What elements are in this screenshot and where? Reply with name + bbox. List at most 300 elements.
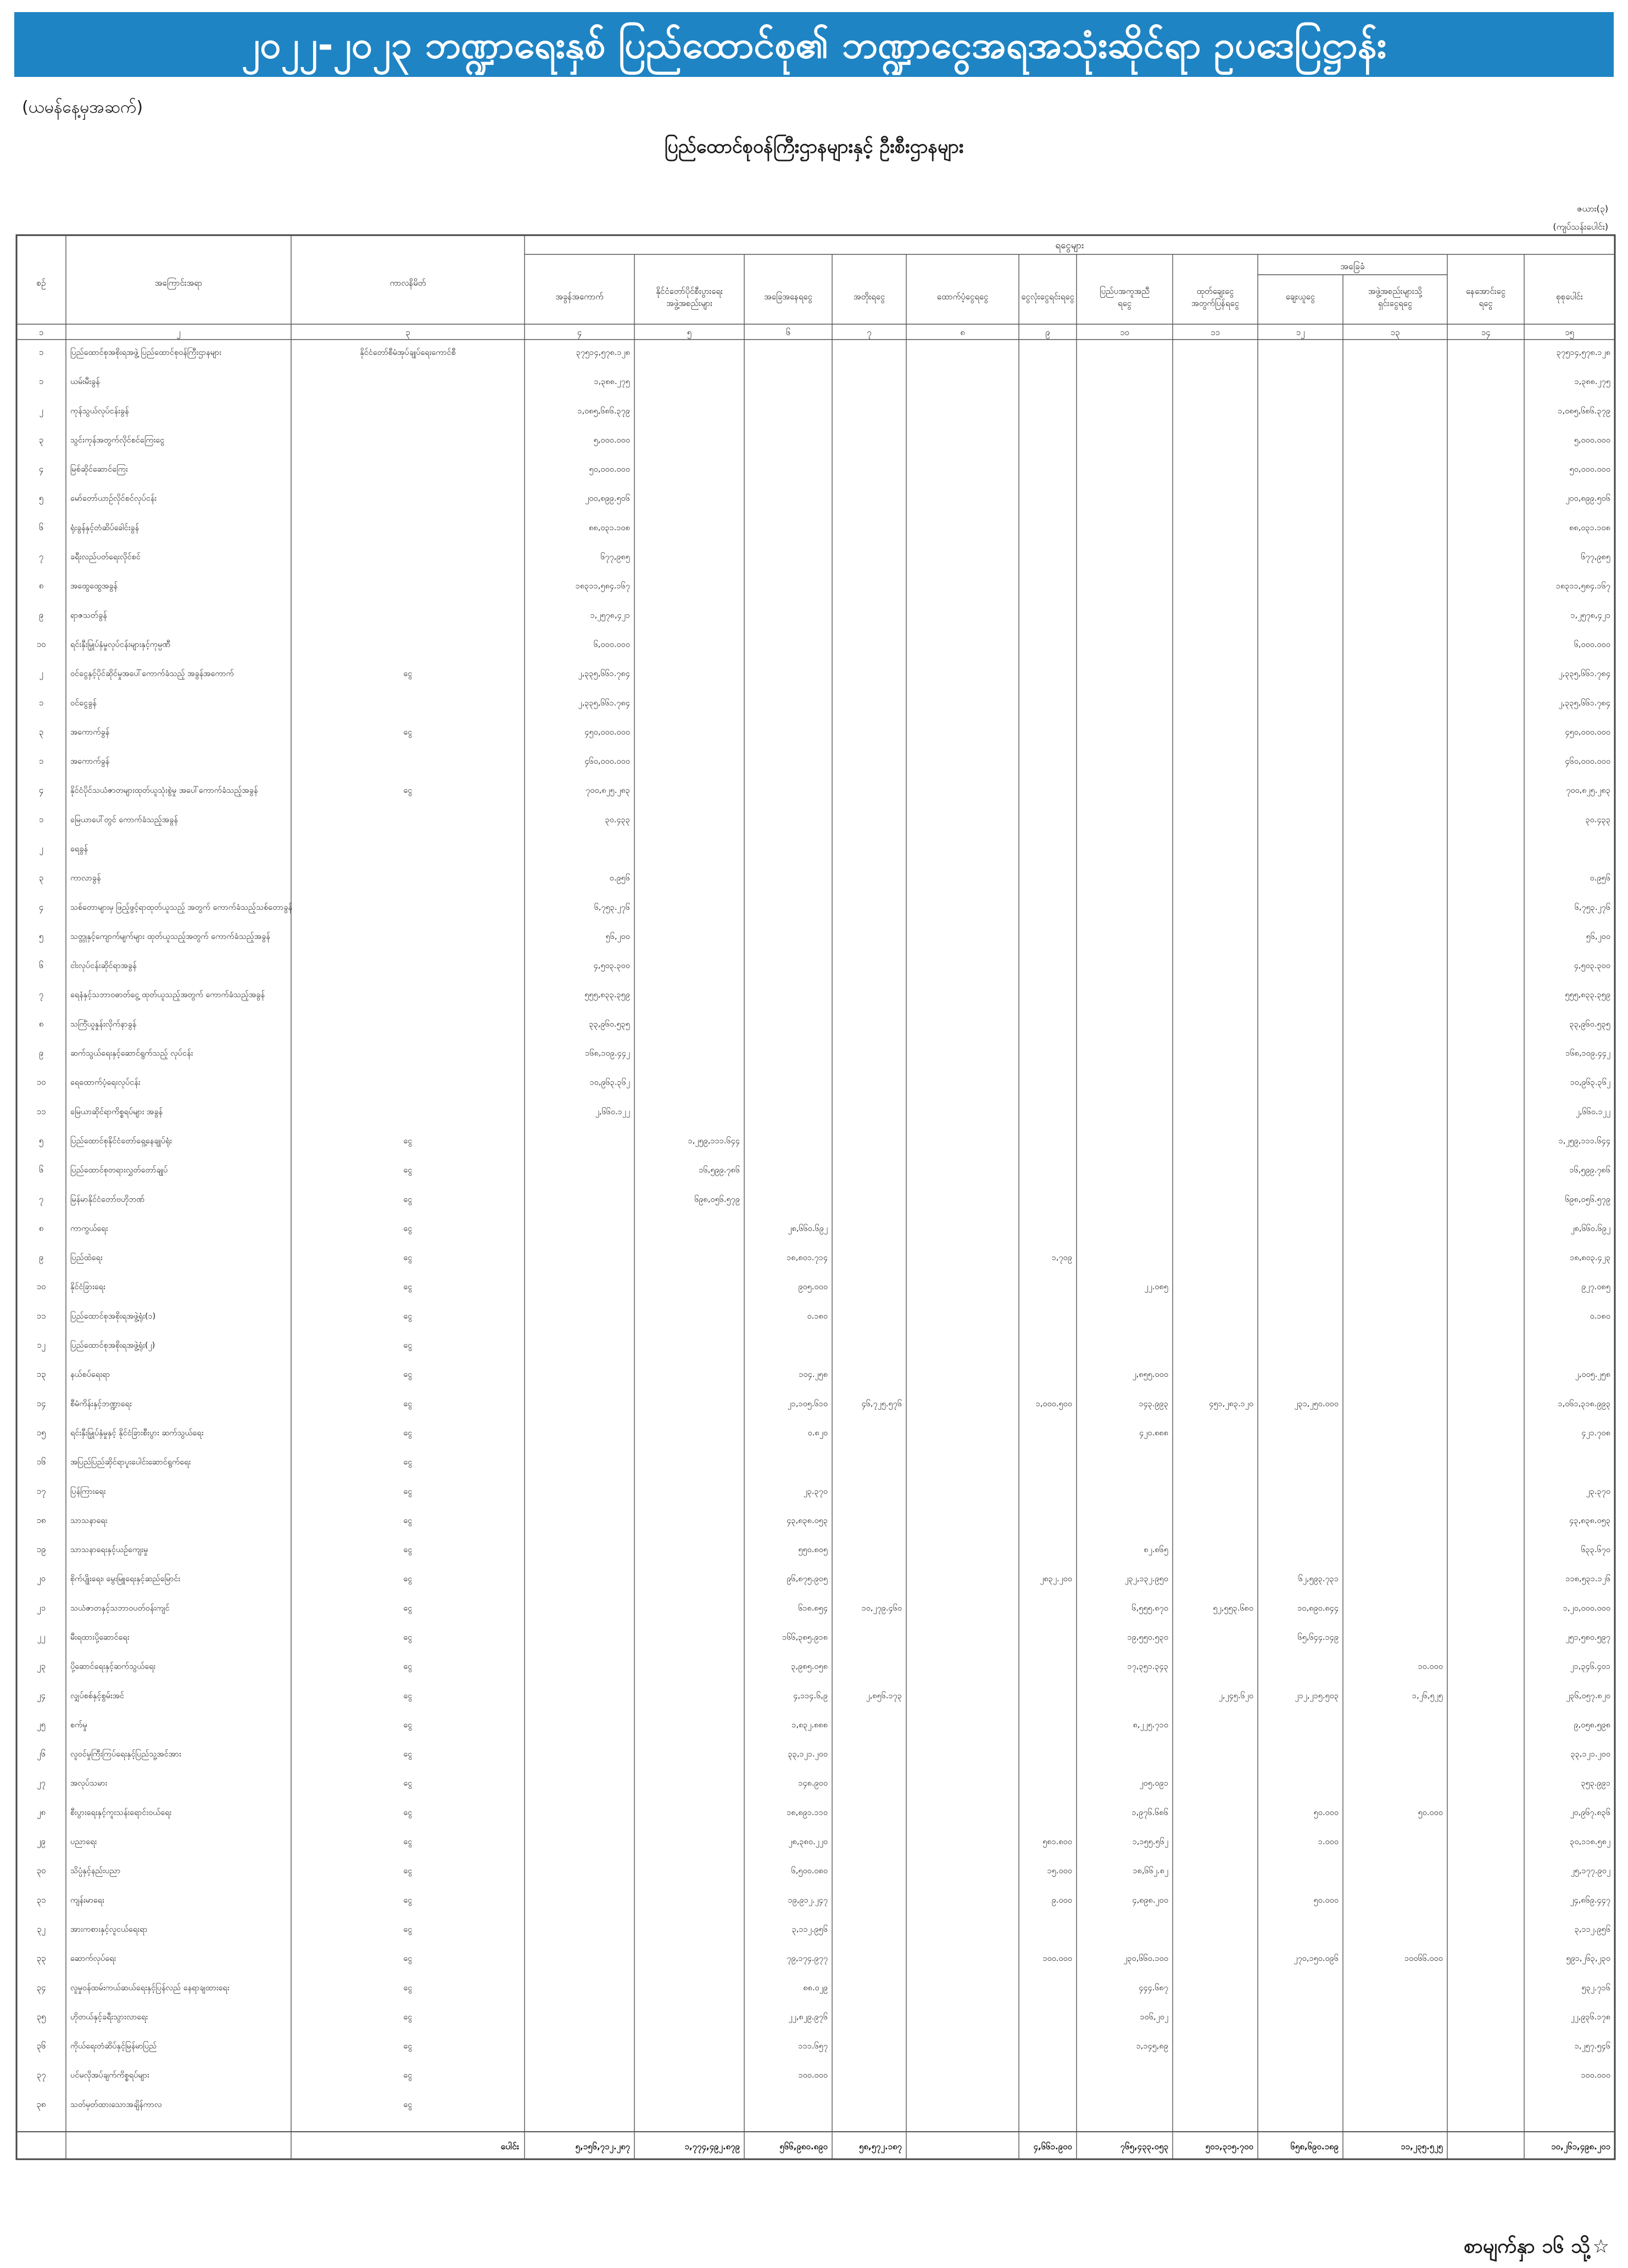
row-number: ၁၄ xyxy=(36,1398,46,1409)
continuation-note: (ယမန်နေ့မှအဆက်) xyxy=(22,98,143,117)
row-period: ငွေ xyxy=(403,1720,412,1730)
column-number: ၆ xyxy=(785,327,791,337)
row-value: ၅,၀၀၀.၀၀၀ xyxy=(593,436,630,445)
column-header: ချေးယူငွေ xyxy=(1285,292,1315,302)
row-description: ရေနံနှင့်သဘာဝဓာတ်ငွေ့ ထုတ်ယူသည့်အတွက် ကောက်ခံသည့်အခွန် xyxy=(70,991,265,1000)
row-value: ၂၃.၃၇၀ xyxy=(803,1487,828,1496)
row-value: ၀.၉၅၆ xyxy=(609,874,630,883)
row-number: ၃၂ xyxy=(37,1924,46,1934)
row-value: ၁,၀၈၅,၆၈၆.၃၇၉ xyxy=(1558,407,1610,416)
row-value: ၂,၃၃၅,၆၆၁.၇၈၄ xyxy=(578,698,630,708)
row-number: ၉ xyxy=(38,610,44,620)
row-number: ၂၇ xyxy=(37,1778,46,1788)
column-header: နိုင်ငံတော်ပိုင်စီးပွားရေး xyxy=(656,286,723,296)
row-value: ၆၇၇,၉၈၅ xyxy=(1581,553,1610,562)
column-header: အဖွဲ့အစည်းများသို့ xyxy=(1368,286,1423,296)
column-header: ကာလနိမိတ် xyxy=(389,278,426,288)
column-header: ရငွေ xyxy=(1117,298,1132,308)
row-period: ငွေ xyxy=(403,1750,412,1759)
page-continue-label: စာမျက်နှာ ၁၆ သို့ xyxy=(1463,2235,1590,2258)
row-description: စိုက်ပျိုးရေး၊ မွေးမြူရေးနှင့်ဆည်မြောင်း xyxy=(70,1575,181,1584)
row-value: ၂၃၂,၁၃၂.၉၅၀ xyxy=(1124,1575,1168,1584)
row-value: ၁,၀၀၀.၅၀၀ xyxy=(1035,1399,1072,1409)
row-value: ၇၉,၁၇၄.၉၇၇ xyxy=(787,1954,828,1964)
row-number: ၂၉ xyxy=(37,1836,46,1847)
column-header: အတိုးရငွေ xyxy=(853,292,885,302)
row-description: သင်္ကြံယူနှုန်းလိုက်နာခွန် xyxy=(70,1020,137,1029)
row-description: ရာဇသတ်ခွန် xyxy=(70,611,107,620)
row-number: ၂၅ xyxy=(37,1719,46,1730)
row-value: ၆၁၈.၈၅၄ xyxy=(798,1604,828,1613)
column-header: အခြေအနေရငွေ xyxy=(764,292,812,302)
row-number: ၁၂ xyxy=(37,1340,46,1350)
total-value: ၁၁,၂၃၅.၅၂၅ xyxy=(1401,2142,1443,2152)
row-number: ၂၈ xyxy=(37,1807,46,1817)
row-number: ၁ xyxy=(38,376,44,387)
row-value: ၆,၀၀၀.၀၀၀ xyxy=(1574,640,1610,649)
row-period: ငွေ xyxy=(403,2013,412,2022)
column-header: အတွက်ပြန်ရငွေ xyxy=(1191,298,1239,308)
total-value: ၄,၆၆၁.၉၀၀ xyxy=(1033,2142,1072,2152)
row-number: ၃ xyxy=(38,872,44,883)
row-value: ၁၉,၅၅၀.၅၃၀ xyxy=(1127,1633,1168,1642)
row-value: ၆၂,၅၉၃.၇၃၁ xyxy=(1298,1575,1339,1584)
row-value: ၁၈,၈၉၁.၁၁၀ xyxy=(787,1808,828,1817)
row-value: ၁၆၆,၃၈၅.၉၁၈ xyxy=(782,1633,828,1642)
row-description: အပြည်ပြည်ဆိုင်ရာပူးပေါင်းဆောင်ရွက်ရေး xyxy=(70,1458,191,1467)
row-value: ၂၅၁,၅၈၀.၅၉၇ xyxy=(1565,1633,1610,1642)
row-value: ၉၂၇.၀၈၅ xyxy=(1581,1282,1610,1292)
row-description: ကျန်းမာရေး xyxy=(70,1895,104,1905)
row-value: ၁၆၈,၁၀၉.၄၄၂ xyxy=(1565,1049,1610,1058)
row-number: ၂၁ xyxy=(37,1603,46,1613)
row-value: ၄၆,၇၂၅.၅၇၆ xyxy=(861,1399,902,1409)
row-description: သာသနာရေးနှင့်ယဉ်ကျေးမှု xyxy=(70,1546,148,1555)
row-value: ၂,၆၆၀.၁၂၂ xyxy=(595,1107,630,1116)
row-number: ၇ xyxy=(38,552,44,562)
total-value: ၇၆၅,၄၃၃.၀၅၃ xyxy=(1120,2142,1168,2152)
row-value: ၃၀.၄၃၃ xyxy=(605,815,630,825)
row-value: ၅၃၂.၇၁၆ xyxy=(1581,1983,1610,1993)
row-value: ၅၉၁,၂၆၃,၂၃၀ xyxy=(1566,1954,1610,1964)
row-value: ၁၆,၅၉၉.၇၈၆ xyxy=(699,1166,740,1175)
column-header: အခွန်အကောက် xyxy=(555,292,604,302)
row-value: ၁၈၃၁၁,၅၈၄.၁၆၇ xyxy=(575,582,630,591)
row-value: ၅,၀၀၀.၀၀၀ xyxy=(1574,436,1610,445)
column-number: ၅ xyxy=(687,327,692,337)
row-value: ၁၀၀.၀၀၀ xyxy=(1042,1954,1072,1964)
column-number: ၄ xyxy=(577,327,582,337)
row-value: ၈၈,၀၃၁.၁၀၈ xyxy=(589,523,630,532)
row-value: ၀.၁၈၀ xyxy=(807,1311,828,1321)
row-value: ၁,၉၇၆.၆၈၆ xyxy=(1131,1808,1168,1817)
row-number: ၃၆ xyxy=(36,2041,46,2051)
row-value: ၁၄၈.၉၀၀ xyxy=(798,1779,828,1788)
row-number: ၆ xyxy=(38,960,44,971)
column-header: ထောက်ပံ့ငွေရငွေ xyxy=(936,292,989,302)
row-value: ၄၂၁.၇၀၈ xyxy=(1581,1428,1610,1438)
column-number: ၇ xyxy=(867,327,872,337)
row-value: ၁,၂၅၇.၅၄၆ xyxy=(1574,2042,1610,2051)
row-description: ကာကွယ်ရေး xyxy=(70,1224,108,1233)
row-description: ဝင်ငွေနှင့်ပိုင်ဆိုင်မှုအပေါ်ကောက်ခံသည့် အခွန်အကောက် xyxy=(70,669,234,679)
row-value: ၁၈၃၁၁,၅၈၄.၁၆၇ xyxy=(1555,582,1610,591)
total-label: ပေါင်း xyxy=(500,2141,519,2152)
row-number: ၁ xyxy=(38,697,44,708)
row-description: လျှပ်စစ်နှင့်စွမ်းအင် xyxy=(70,1691,125,1700)
row-number: ၂၂ xyxy=(37,1632,46,1642)
row-number: ၅ xyxy=(38,493,44,503)
row-period: ငွေ xyxy=(403,1895,412,1905)
row-value: ၂,၈၅၅.၀၀၀ xyxy=(1132,1370,1168,1380)
row-value: ၇၀၀,၈၂၅.၂၈၃ xyxy=(1566,786,1610,796)
row-number: ၁ xyxy=(38,347,44,357)
row-value: ၅၅၅,၈၃၃.၃၅၉ xyxy=(1565,991,1610,1000)
row-description: မြန်မာနိုင်ငံတော်ဗဟိုဘဏ် xyxy=(70,1195,145,1204)
row-value: ၁၄၃.၉၉၃ xyxy=(1139,1399,1168,1409)
row-value: ၉၆,၈၇၅.၉၀၅ xyxy=(787,1575,828,1584)
row-description: မြစ်ဆိုင်ဆောင်ကြေး xyxy=(70,465,128,474)
row-number: ၁၅ xyxy=(36,1427,46,1438)
column-number: ၁၀ xyxy=(1120,327,1129,337)
row-value: ၃၅၃.၉၉၁ xyxy=(1581,1779,1610,1788)
total-value: ၁,၇၇၄,၄၉၂.၈၇၉ xyxy=(684,2142,740,2152)
row-value: ၈၈,၀၃၁.၁၀၈ xyxy=(1569,523,1610,532)
row-value: ၄၅၀,၀၀၀.၀၀၀ xyxy=(584,727,630,737)
row-value: ၁၀,၉၆၃.၃၆၂ xyxy=(589,1078,630,1087)
row-value: ၁၀၀၆၆.၀၀၀ xyxy=(1404,1954,1443,1964)
row-value: ၂၀၅.၀၉၁ xyxy=(1139,1779,1168,1788)
row-period: ငွေ xyxy=(403,1837,412,1847)
row-period: ငွေ xyxy=(403,1866,412,1876)
row-description: ဆက်သွယ်ရေးနှင့်ဆောင်ရွက်သည့် လုပ်ငန်း xyxy=(70,1049,193,1058)
row-description: သယံဇာတနှင့်သဘာဝပတ်ဝန်းကျင် xyxy=(70,1604,170,1613)
row-value: ၂၂.၀၈၅ xyxy=(1144,1282,1168,1292)
row-description: ဆောက်လုပ်ရေး xyxy=(70,1954,116,1964)
row-value: ၁,၀၈၅,၆၈၆.၃၇၉ xyxy=(577,407,630,416)
row-value: ၃,၁၁၂.၉၅၆ xyxy=(1574,1925,1610,1934)
row-value: ၂၀၀,၈၉၉.၅၀၆ xyxy=(585,494,630,503)
total-value: ၅၀၁,၃၁၅.၇၀၀ xyxy=(1205,2142,1253,2152)
row-value: ၆,၇၅၃.၂၇၆ xyxy=(1574,903,1610,912)
row-value: ၄,၁၁၄.၆,၉ xyxy=(793,1691,828,1700)
row-value: ၁,၃၈၈.၂၇၅ xyxy=(594,377,630,387)
row-period: ငွေ xyxy=(403,1954,412,1964)
row-number: ၁၀ xyxy=(36,1077,46,1087)
column-number: ၁၅ xyxy=(1565,327,1574,337)
row-value: ၁၈,၆၆၂.၈၂ xyxy=(1133,1866,1168,1876)
row-description: အကောက်ခွန် xyxy=(70,757,110,766)
row-number: ၂၄ xyxy=(37,1690,46,1700)
row-description: အားကစားနှင့်လူငယ်ရေးရာ xyxy=(70,1925,148,1934)
row-number: ၆ xyxy=(38,522,44,532)
row-value: ၅၀,၀၀၀.၀၀၀ xyxy=(589,465,630,474)
row-value: ၄၃,၈၃၈.၀၅၃ xyxy=(1569,1516,1610,1525)
row-period: ငွေ xyxy=(403,1166,412,1175)
row-period: ငွေ xyxy=(403,2100,412,2109)
column-number: ၁ xyxy=(38,327,44,337)
row-number: ၆ xyxy=(38,1165,44,1175)
column-number: ၁၄ xyxy=(1481,327,1491,337)
row-value: ၈,၂၂၅.၇၁၀ xyxy=(1133,1720,1168,1730)
row-number: ၂၆ xyxy=(37,1749,46,1759)
row-number: ၁၆ xyxy=(36,1457,46,1467)
row-value: ၂,၀၀၅.၂၅၈ xyxy=(1575,1370,1610,1380)
row-description: သစ်တောများမှ ဖြည့်ဖွင့်ရာထုတ်ယူသည့် အတွက် ကောက်ခံသည့်သစ်တောခွန် xyxy=(70,903,292,912)
row-value: ၇၀၀,၈၂၅.၂၈၃ xyxy=(586,786,630,796)
row-value: ၁,၂၀,၀၀၀.၀၀၀ xyxy=(1563,1604,1610,1613)
row-value: ၄၅၁,၂၈၃.၁၂၀ xyxy=(1209,1399,1253,1409)
row-value: ၃၇၅၁၄,၅၇၈.၁၂၈ xyxy=(576,348,630,357)
column-header: ရငွေ xyxy=(1479,298,1493,308)
column-number: ၁၃ xyxy=(1390,327,1400,337)
row-value: ၂,၂၄၅.၆၂၀ xyxy=(1218,1691,1253,1700)
row-value: ၁၀,၈၉၀.၈၄၄ xyxy=(1297,1604,1339,1613)
row-description: ပြည်ထောင်စုအစိုးရအဖွဲ့ ပြည်ထောင်စုဝန်ကြီးဌာနများ xyxy=(70,348,221,357)
total-value: ၅,၁၅၆,၇၁၂.၂၈၇ xyxy=(575,2142,630,2152)
row-description: ပြည်ထောင်စုနိုင်ငံတော်ရှေ့နေချုပ်ရုံး xyxy=(70,1136,172,1146)
row-period: ငွေ xyxy=(403,669,412,679)
row-period: ငွေ xyxy=(403,1546,412,1555)
row-description: မီးရထားပို့ဆောင်ရေး xyxy=(70,1633,130,1642)
row-value: ၃၃,၁၂၁.၂၀၀ xyxy=(788,1750,828,1759)
row-description: ပြည်ထဲရေး xyxy=(70,1253,103,1263)
row-value: ၀.၁၈၀ xyxy=(1590,1311,1610,1321)
row-description: ခရီးလည်ပတ်ရေးလိုင်စင် xyxy=(70,553,141,562)
row-number: ၁၉ xyxy=(36,1544,46,1555)
section-title: ပြည်ထောင်စုဝန်ကြီးဌာနများနှင့် ဦးစီးဌာနများ xyxy=(664,136,964,158)
row-period: ငွေ xyxy=(403,1487,412,1496)
row-number: ၅ xyxy=(38,1135,44,1146)
row-description: ပင်မလိုအပ်ချက်ကိစ္စရပ်များ xyxy=(70,2071,149,2080)
row-period: ငွေ xyxy=(403,1604,412,1613)
row-period: ငွေ xyxy=(403,1662,412,1671)
column-header: ထုတ်ချေးငွေ xyxy=(1196,286,1234,296)
row-value: ၅၅၅,၈၃၃.၃၅၉ xyxy=(584,991,630,1000)
row-value: ၁,၃၈၈.၂၇၅ xyxy=(1574,377,1610,387)
row-value: ၁၁၁.၆၅၇ xyxy=(798,2042,828,2051)
row-value: ၄,၅၀၃.၃၀၀ xyxy=(593,961,630,971)
row-value: ၉.၀၀၀ xyxy=(1051,1895,1072,1905)
row-description: ယမ်းမီးခွန် xyxy=(70,377,100,387)
row-period: ငွေ xyxy=(403,1341,412,1350)
row-description: အလုပ်သမား xyxy=(70,1779,108,1788)
row-value: ၁,၇၀၉ xyxy=(1051,1253,1072,1263)
row-period: ငွေ xyxy=(403,2071,412,2080)
group-header: ရငွေများ xyxy=(1055,240,1084,251)
row-period: ငွေ xyxy=(403,1458,412,1467)
row-value: ၁၉,၉၁၂.၂၄၇ xyxy=(788,1895,828,1905)
column-header: ရှင်းငွေရငွေ xyxy=(1378,298,1413,308)
row-description: ပြည်ထောင်စုတရားလွှတ်တော်ချုပ် xyxy=(70,1166,168,1175)
row-number: ၃၄ xyxy=(36,1982,46,1993)
row-number: ၂ xyxy=(39,843,43,854)
row-number: ၃၅ xyxy=(36,2011,46,2022)
row-value: ၁၈,၈၀၃.၄၂၃ xyxy=(1570,1253,1610,1263)
column-header: အကြောင်းအရာ xyxy=(154,278,203,288)
row-value: ၂၅,၁၇၇.၉၀၂ xyxy=(1570,1866,1610,1876)
row-period: ငွေ xyxy=(403,1633,412,1642)
row-description: အထွေထွေအခွန် xyxy=(70,582,118,591)
row-value: ၅၀,၀၀၀.၀၀၀ xyxy=(1569,465,1610,474)
row-description: ရင်းနှီးမြှုပ်နှံမှုနှင့် နိုင်ငံခြားစီးပွား ဆက်သွယ်ရေး xyxy=(70,1428,204,1438)
row-value: ၁၀,၂၇၉.၄၆၀ xyxy=(861,1604,902,1613)
row-value: ၅၀.၀၀၀ xyxy=(1313,1808,1339,1817)
row-value: ၂,၃၃၅,၆၆၁.၇၈၄ xyxy=(1558,698,1610,708)
row-number: ၇ xyxy=(38,1194,44,1204)
row-number: ၁၈ xyxy=(36,1515,46,1525)
subgroup-header: အခြေခံ xyxy=(1340,261,1365,271)
row-value: ၂,၈၅၆.၁၇၃ xyxy=(866,1691,902,1700)
row-value: ၂၇၀,၁၅၀.၀၉၆ xyxy=(1294,1954,1339,1964)
total-value: ၁၀,၂၆၁,၄၉၈.၂၀၁ xyxy=(1551,2142,1610,2152)
column-number: ၁၂ xyxy=(1296,327,1305,337)
row-value: ၃၃,၉၆၀.၅၃၅ xyxy=(1569,1020,1610,1029)
row-period: ငွေ xyxy=(403,1224,412,1233)
row-value: ၁,၂၅၉,၁၁၁.၆၄၄ xyxy=(688,1136,740,1146)
row-description: စီမံကိန်းနှင့်ဘဏ္ဍာရေး xyxy=(70,1399,132,1409)
column-header: ငွေလုံးငွေရင်းရငွေ xyxy=(1021,292,1074,302)
row-value: ၁၀၀.၀၀၀ xyxy=(798,2071,828,2080)
row-value: ၁၁၈,၅၃၁.၁၂၆ xyxy=(1565,1575,1610,1584)
row-value: ၆,၇၅၃.၂၇၆ xyxy=(594,903,630,912)
total-value: ၆၅၈,၆၉၀.၁၈၉ xyxy=(1290,2142,1339,2152)
row-value: ၃၃,၁၂၁.၂၀၀ xyxy=(1570,1750,1610,1759)
row-value: ၁.၀၀၀ xyxy=(1318,1837,1339,1847)
row-period: ငွေ xyxy=(403,786,412,796)
row-number: ၈ xyxy=(38,581,44,591)
star-icon: ☆ xyxy=(1592,2236,1609,2258)
row-number: ၉ xyxy=(38,1252,44,1263)
row-value: ၆၅,၆၄၄.၁၄၉ xyxy=(1297,1633,1339,1642)
row-description: ပြန်ကြားရေး xyxy=(70,1487,106,1496)
row-value: ၃၃,၉၆၀.၅၃၅ xyxy=(589,1020,630,1029)
row-value: ၃၀.၄၃၃ xyxy=(1585,815,1610,825)
row-value: ၂၂,၉၃၆.၁၇၈ xyxy=(1570,2013,1610,2022)
column-number: ၉ xyxy=(1045,327,1050,337)
row-period: ငွေ xyxy=(403,1925,412,1934)
row-value: ၂၂,၈၂၉.၉၇၆ xyxy=(788,2013,828,2022)
row-description: နိုင်ငံပိုင်သယံဇာတများထုတ်ယူသုံးစွဲမှု အပေါ်ကောက်ခံသည့်အခွန် xyxy=(70,786,258,796)
row-period: ငွေ xyxy=(403,2042,412,2051)
row-value: ၄,၅၀၃.၃၀၀ xyxy=(1574,961,1610,971)
row-value: ၂၃.၃၇၀ xyxy=(1586,1487,1610,1496)
row-period: ငွေ xyxy=(403,727,412,737)
page-title: ၂၀၂၂-၂၀၂၃ ဘဏ္ဍာရေးနှစ် ပြည်ထောင်စု၏ ဘဏ္ဍာငွေအရအသုံးဆိုင်ရာ ဥပဒေပြဋ္ဌာန်း xyxy=(241,24,1387,67)
row-description: ရုံးခွန်နှင့်တံဆိပ်ခေါင်းခွန် xyxy=(70,523,139,532)
row-description: သတ်မှတ်ထားသောအချိန်ကာလ xyxy=(70,2100,162,2109)
row-value: ၁,၁၄၅,၈၉ xyxy=(1136,2042,1168,2051)
row-number: ၁၀ xyxy=(36,1281,46,1292)
row-description: မြေယာဆိုင်ရာကိစ္စရပ်များ အခွန် xyxy=(70,1107,163,1116)
row-value: ၈၈.၀၂၉ xyxy=(803,1983,828,1993)
row-value: ၁၅.၀၀၀ xyxy=(1047,1866,1072,1876)
row-value: ၂၁,၃၄၆.၄၀၁ xyxy=(1570,1662,1610,1671)
row-value: ၂,၃၃၅,၆၆၁.၇၈၄ xyxy=(578,669,630,679)
row-number: ၃ xyxy=(38,726,44,737)
row-value: ၉,၀၅၈.၅၉၈ xyxy=(1574,1720,1610,1730)
row-description: သာသနာရေး xyxy=(70,1516,108,1525)
row-number: ၇ xyxy=(38,990,44,1000)
row-description: လူမှုဝန်ထမ်းကယ်ဆယ်ရေးနှင့်ပြန်လည် နေရာချထားရေး xyxy=(70,1983,230,1993)
row-description: ငါးလုပ်ငန်းဆိုင်ရာအခွန် xyxy=(70,961,137,971)
row-number: ၉ xyxy=(38,1048,44,1058)
row-value: ၅၈၁.၈၀၀ xyxy=(1042,1837,1072,1847)
column-header: အဖွဲ့အစည်းများ xyxy=(666,298,712,308)
unit-note: (ကျပ်သန်းပေါင်း) xyxy=(1553,221,1608,232)
row-description: ပြည်ထောင်စုအစိုးရအဖွဲ့ရုံး(၁) xyxy=(70,1311,156,1321)
row-value: ၁,၀၆၁,၃၁၈.၉၉၃ xyxy=(1558,1399,1610,1409)
column-header: စုစုပေါင်း xyxy=(1556,292,1583,302)
row-value: ၆၃၃.၆၇၀ xyxy=(1581,1546,1610,1555)
row-number: ၄ xyxy=(38,464,44,474)
row-period: ငွေ xyxy=(403,1282,412,1292)
row-period: ငွေ xyxy=(403,1428,412,1438)
row-value: ၂၄,၈၆၉.၄၄၇ xyxy=(1570,1895,1610,1905)
row-value: ၃၀,၁၁၈.၅၈၂ xyxy=(1570,1837,1610,1847)
row-number: ၁၁ xyxy=(36,1106,46,1116)
row-value: ၁၆,၅၉၉.၇၈၆ xyxy=(1569,1166,1610,1175)
row-description: ရေခွန် xyxy=(70,844,88,854)
row-number: ၃၇ xyxy=(36,2070,46,2080)
row-number: ၁၇ xyxy=(36,1486,46,1496)
column-number: ၂ xyxy=(176,327,181,337)
row-description: ပြည်ထောင်စုအစိုးရအဖွဲ့ရုံး(၂) xyxy=(70,1341,155,1350)
row-description: မော်တော်ယာဉ်လိုင်စင်လုပ်ငန်း xyxy=(70,494,157,503)
row-value: ၁,၈၃၂.၈၈၈ xyxy=(791,1720,828,1730)
row-description: ကိုယ်ရေးတံဆိပ်နှင့်မြန်မာပြည် xyxy=(70,2042,157,2051)
row-number: ၅ xyxy=(38,931,44,941)
row-value: ၆၉၈,၀၅၆.၅၇၉ xyxy=(694,1195,740,1204)
row-number: ၂ xyxy=(39,668,43,679)
row-value: ၂၃၀,၆၆၀.၁၀၀ xyxy=(1123,1954,1168,1964)
row-value: ၀.၈၂၀ xyxy=(807,1428,828,1438)
row-period: နိုင်ငံတော်စီမံအုပ်ချုပ်ရေးကောင်စီ xyxy=(360,348,456,357)
row-number: ၁၁ xyxy=(36,1310,46,1321)
row-description: ဟိုတယ်နှင့်ခရီးသွားလာရေး xyxy=(70,2013,148,2022)
column-header: စဉ် xyxy=(36,278,46,288)
row-value: ၅၆,၂၀၀ xyxy=(1586,932,1610,941)
row-value: ၆,၅၅၅.၈၇၀ xyxy=(1131,1604,1168,1613)
row-value: ၄၆၀,၀၀၀.၀၀၀ xyxy=(584,757,630,766)
row-value: ၂၀,၉၆၇.၈၃၆ xyxy=(1570,1808,1610,1817)
row-description: ဝင်ငွေခွန် xyxy=(70,698,97,708)
row-number: ၂ xyxy=(39,405,43,416)
row-number: ၁၃ xyxy=(36,1369,46,1380)
row-value: ၀.၉၅၆ xyxy=(1590,874,1610,883)
row-value: ၄၂၀.၈၈၈ xyxy=(1139,1428,1168,1438)
row-period: ငွေ xyxy=(403,1253,412,1263)
row-description: နယ်စပ်ရေးရာ xyxy=(70,1370,110,1380)
row-value: ၁,၂၆,၅၂၅ xyxy=(1412,1691,1443,1700)
row-value: ၁၀၆,၂၀၂ xyxy=(1140,2013,1168,2022)
row-value: ၂,၃၃၅,၆၆၁.၇၈၄ xyxy=(1558,669,1610,679)
column-number: ၃ xyxy=(405,327,410,337)
row-number: ၂၃ xyxy=(37,1661,46,1671)
row-description: ရင်းနှီးမြှုပ်နှံမှုလုပ်ငန်းများနှင့်ကုမ္ပဏီ xyxy=(70,640,171,649)
row-value: ၁၀၄.၂၅၈ xyxy=(799,1370,828,1380)
row-value: ၁၀,၉၆၃.၃၆၂ xyxy=(1570,1078,1610,1087)
row-description: စက်မှု xyxy=(70,1720,87,1730)
row-period: ငွေ xyxy=(403,1399,412,1409)
row-value: ၃၇၅၁၄,၅၇၈.၁၂၈ xyxy=(1556,348,1610,357)
row-period: ငွေ xyxy=(403,1311,412,1321)
row-number: ၃ xyxy=(38,435,44,445)
row-number: ၈ xyxy=(38,1223,44,1233)
row-description: ကာလာခွန် xyxy=(70,874,101,883)
row-description: ပို့ဆောင်ရေးနှင့်ဆက်သွယ်ရေး xyxy=(70,1662,156,1671)
row-description: ရေထောက်ပံ့ရေးလုပ်ငန်း xyxy=(70,1078,141,1087)
